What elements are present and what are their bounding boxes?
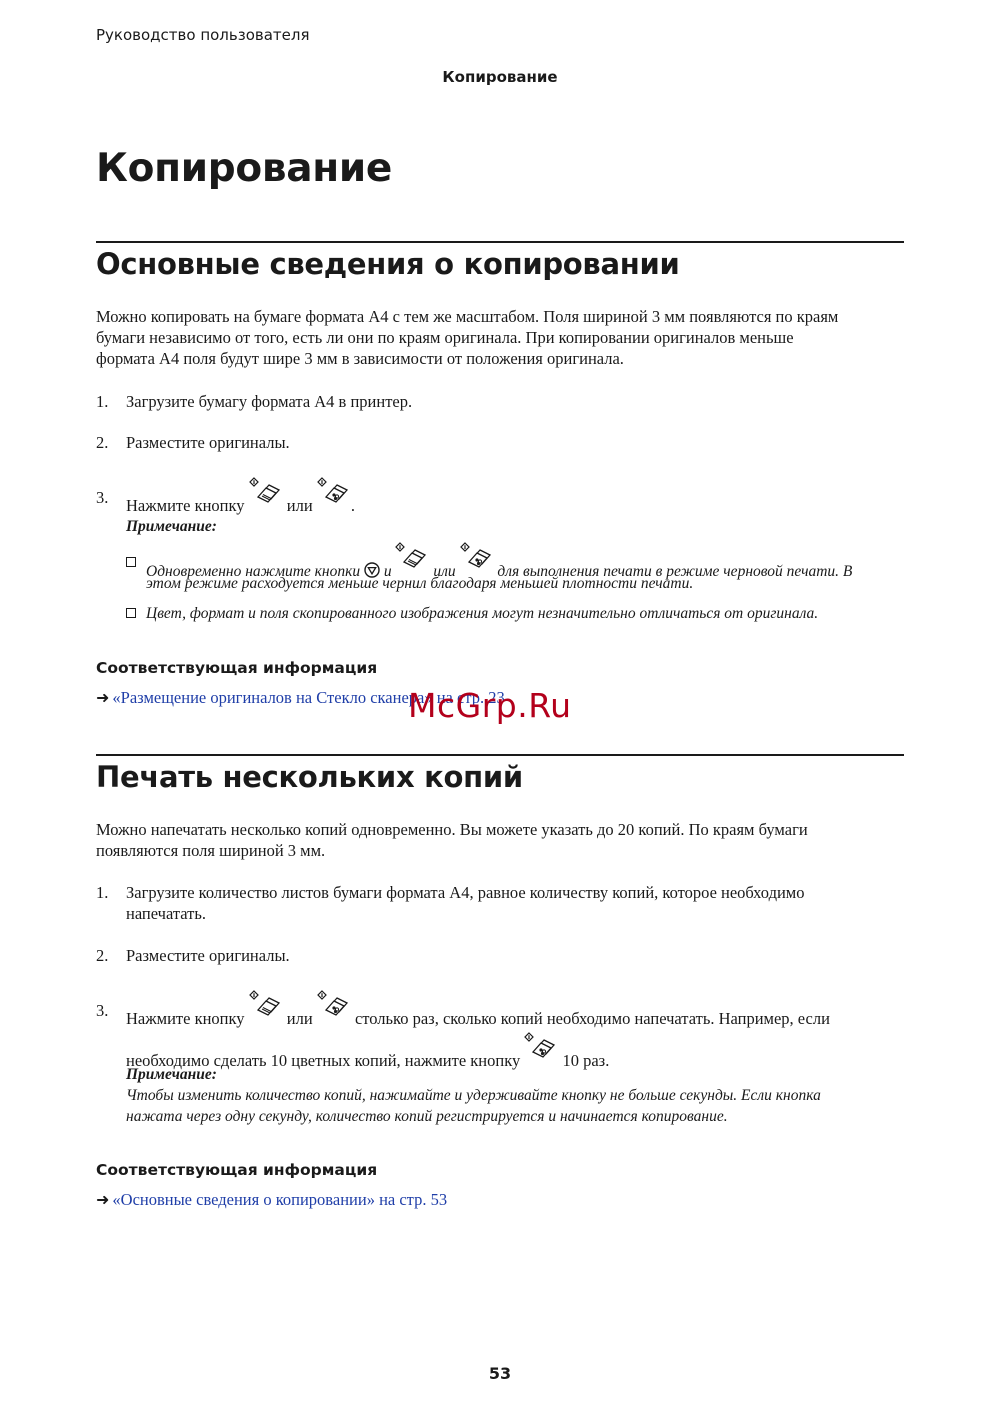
color-copy-icon xyxy=(460,542,494,570)
step-1 xyxy=(96,391,906,413)
related-info-heading: Соответствующая информация xyxy=(96,1161,378,1179)
chapter-title: Копирование xyxy=(96,146,393,191)
section-title-basics: Основные сведения о копировании xyxy=(96,247,680,281)
bw-copy-icon xyxy=(395,542,429,570)
step-text-part: столько раз, сколько копий необходимо напечатать. Например, если xyxy=(354,1009,830,1028)
step-text-part: необходимо сделать 10 цветных копий, нажмите кнопку xyxy=(126,1051,521,1070)
step-text: Разместите оригиналы. xyxy=(126,946,290,965)
intro-line: Можно копировать на бумаге формата A4 с тем же масштабом. Поля шириной 3 мм появляются по краям xyxy=(96,307,839,326)
intro-line: бумаги независимо от того, есть ли они по краям оригинала. При копировании оригиналов меньше xyxy=(96,328,794,347)
note-text: Одновременно нажмите кнопки xyxy=(146,563,361,580)
color-copy-icon xyxy=(524,1032,558,1060)
step-text-line: Загрузите количество листов бумаги формата A4, равное количеству копий, которое необходимо xyxy=(126,883,805,902)
related-link[interactable]: «Размещение оригиналов на Стекло сканера» на стр. 23 xyxy=(112,688,505,707)
color-copy-icon xyxy=(317,990,351,1018)
bw-copy-icon xyxy=(249,477,283,505)
note-text: или xyxy=(433,563,456,580)
intro-paragraph xyxy=(96,819,906,861)
step-number: 2. xyxy=(96,946,109,965)
step-text-part: 10 раз. xyxy=(562,1051,610,1070)
watermark: McGrp.Ru xyxy=(408,686,572,725)
right-arrow-icon: ➜ xyxy=(96,1190,110,1209)
page-number: 53 xyxy=(488,1364,512,1383)
section-divider xyxy=(96,241,904,243)
checkbox-bullet xyxy=(126,557,136,567)
related-link-row xyxy=(96,1190,447,1210)
note-line: нажата через одну секунду, количество копий регистрируется и начинается копирование. xyxy=(126,1108,728,1125)
step-number: 2. xyxy=(96,433,109,452)
note-text xyxy=(126,1085,916,1127)
intro-line: формата A4 поля будут шире 3 мм в зависимости от положения оригинала. xyxy=(96,349,624,368)
step-text-part: или xyxy=(286,1009,313,1028)
step-number: 1. xyxy=(96,883,109,902)
step-3 xyxy=(96,1000,906,1070)
step-text-part: или xyxy=(286,496,313,515)
step-text xyxy=(126,882,906,924)
section-header: Копирование xyxy=(442,68,558,86)
intro-paragraph xyxy=(96,306,906,369)
step-text-part: Нажмите кнопку xyxy=(126,1009,245,1028)
color-copy-icon xyxy=(317,477,351,505)
step-2 xyxy=(96,432,906,454)
note-text: этом режиме расходуется меньше чернил благодаря меньшей плотности печати. xyxy=(146,575,694,592)
note-item xyxy=(126,603,916,624)
step-2 xyxy=(96,945,906,967)
note-label: Примечание: xyxy=(126,518,217,535)
note-text: для выполнения печати в режиме черновой печати. В xyxy=(497,563,853,580)
bw-copy-icon xyxy=(249,990,283,1018)
note-text: Цвет, формат и поля скопированного изображения могут незначительно отличаться от оригинала. xyxy=(146,605,819,622)
step-3 xyxy=(96,487,906,515)
step-number: 3. xyxy=(96,488,109,507)
step-text-part: . xyxy=(350,496,355,515)
note-line: Чтобы изменить количество копий, нажимайте и удерживайте кнопку не больше секунды. Если кнопка xyxy=(126,1087,821,1104)
step-text xyxy=(126,1000,906,1071)
checkbox-bullet xyxy=(126,608,136,618)
step-number: 1. xyxy=(96,392,109,411)
running-head: Руководство пользователя xyxy=(96,26,310,44)
step-text-part: Нажмите кнопку xyxy=(126,496,245,515)
step-1 xyxy=(96,882,906,926)
intro-line: появляются поля шириной 3 мм. xyxy=(96,841,326,860)
section-title-multiple-copies: Печать нескольких копий xyxy=(96,760,523,794)
related-info-heading: Соответствующая информация xyxy=(96,659,378,677)
step-text xyxy=(126,487,906,516)
step-text-line: напечатать. xyxy=(126,904,207,923)
step-text: Загрузите бумагу формата A4 в принтер. xyxy=(126,392,413,411)
related-link[interactable]: «Основные сведения о копировании» на стр. 53 xyxy=(112,1190,448,1209)
intro-line: Можно напечатать несколько копий одновременно. Вы можете указать до 20 копий. По краям бумаги xyxy=(96,820,808,839)
step-text: Разместите оригиналы. xyxy=(126,433,290,452)
step-number: 3. xyxy=(96,1001,109,1020)
right-arrow-icon: ➜ xyxy=(96,688,110,707)
note-text: и xyxy=(383,563,392,580)
section-divider xyxy=(96,754,904,756)
note-label: Примечание: xyxy=(126,1066,217,1083)
